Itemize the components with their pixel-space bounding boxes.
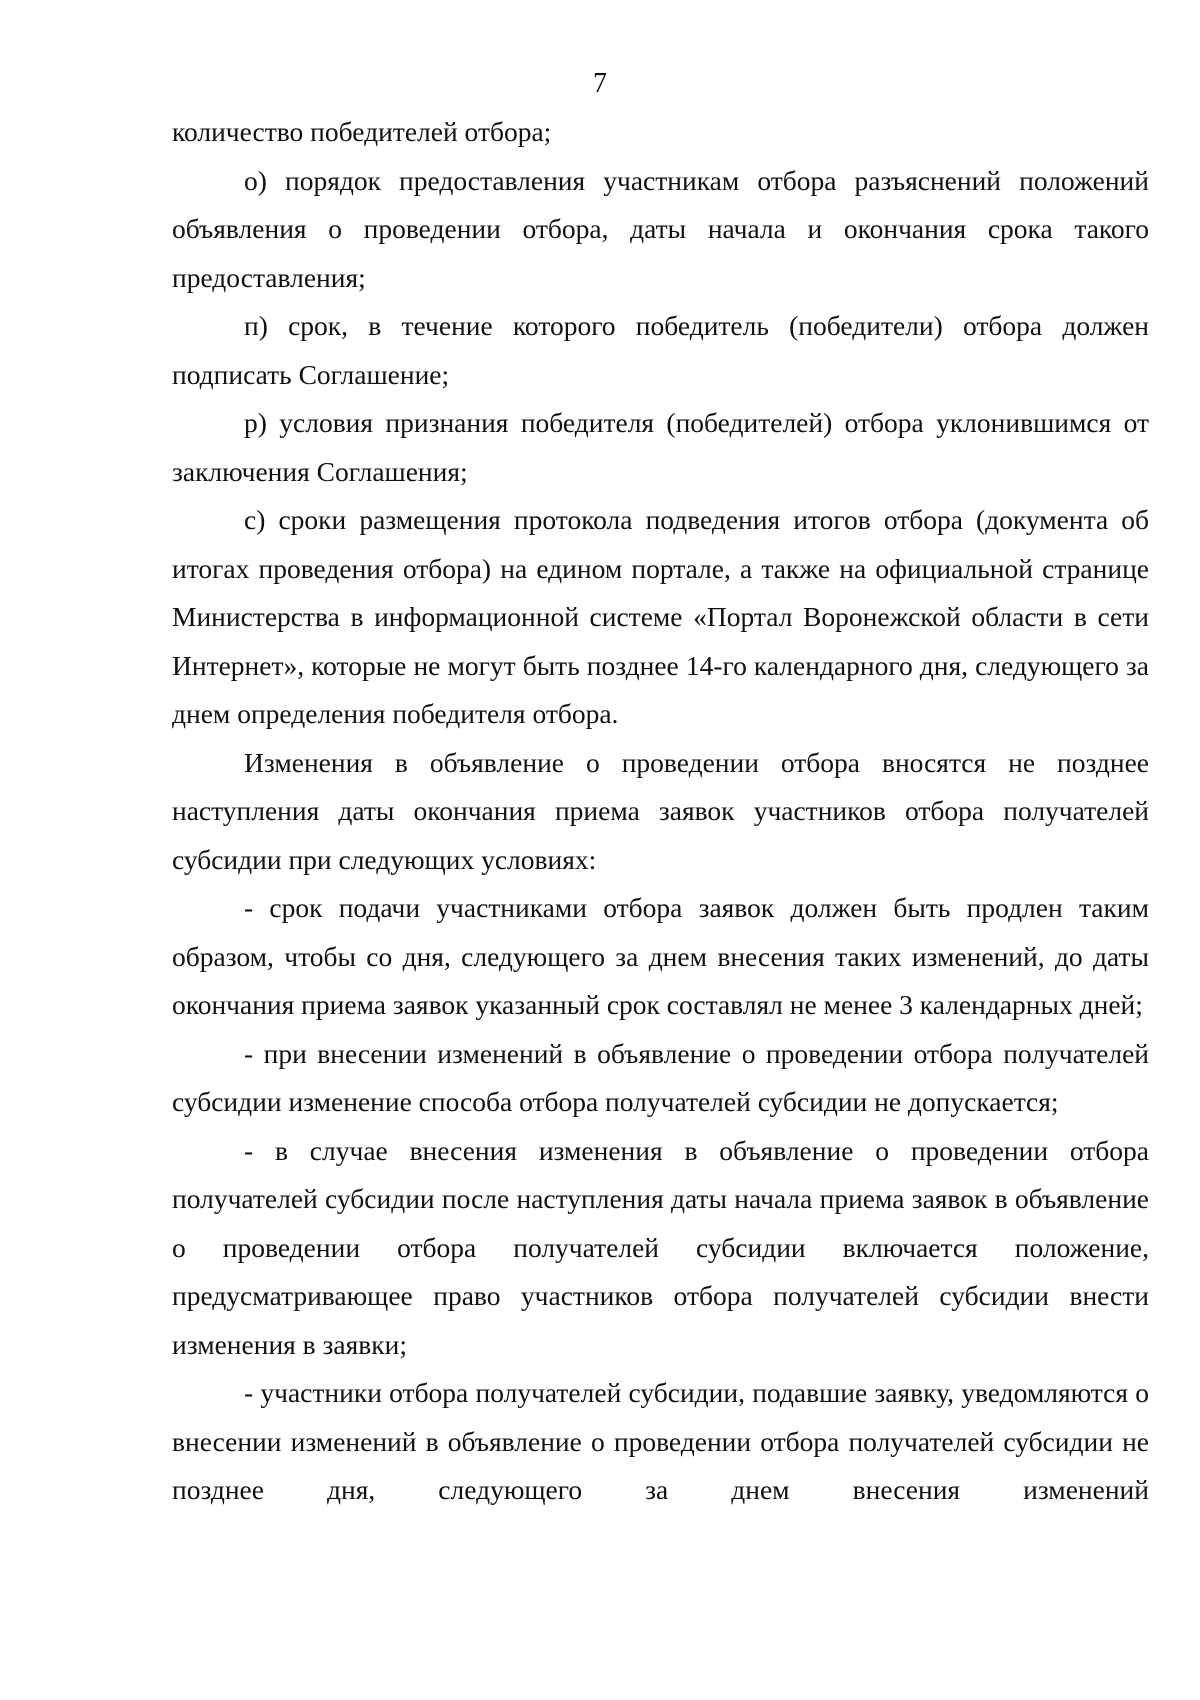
paragraph-item-p: п) срок, в течение которого победитель (победители) отбора должен подписать Соглашение; bbox=[172, 310, 1149, 390]
paragraph-condition-applications: - в случае внесения изменения в объявление о проведении отбора получателей субсидии после наступления даты начала приема заявок в объявление о проведении отбора получателей субсидии включается положение, предусматривающее право участников отбора получателей субсидии внести изменения в заявки; bbox=[172, 1134, 1149, 1360]
paragraph-continuation: количество победителей отбора; bbox=[172, 116, 552, 147]
paragraph-condition-deadline: - срок подачи участниками отбора заявок должен быть продлен таким образом, чтобы со дня, следующего за днем внесения таких изменений, до даты окончания приема заявок указанный срок составлял не менее 3 календарных дней; bbox=[172, 892, 1149, 1020]
paragraph-item-o: о) порядок предоставления участникам отбора разъяснений положений объявления о проведении отбора, даты начала и окончания срока такого предоставления; bbox=[172, 164, 1149, 293]
paragraph-item-s: с) сроки размещения протокола подведения итогов отбора (документа об итогах проведения отбора) на едином портале, а также на официальной странице Министерства в информационной системе «Портал Воронежской области в сети Интернет», которые не могут быть позднее 14-го календарного дня, следующего за днем определения победителя отбора. bbox=[172, 504, 1149, 729]
paragraph-changes-intro: Изменения в объявление о проведении отбора вносятся не позднее наступления даты окончания приема заявок участников отбора получателей субсидии при следующих условиях: bbox=[172, 746, 1149, 875]
paragraph-condition-notification: - участники отбора получателей субсидии, подавшие заявку, уведомляются о внесении изменений в объявление о проведении отбора получателей субсидии не позднее дня, следующего за днем внесения изменений bbox=[172, 1377, 1149, 1505]
paragraph-condition-method: - при внесении изменений в объявление о проведении отбора получателей субсидии изменение способа отбора получателей субсидии не допускается; bbox=[172, 1037, 1149, 1117]
document-body bbox=[172, 108, 1149, 1515]
page-number: 7 bbox=[593, 68, 607, 99]
paragraph-item-r: р) условия признания победителя (победителей) отбора уклонившимся от заключения Соглашения; bbox=[172, 407, 1149, 487]
